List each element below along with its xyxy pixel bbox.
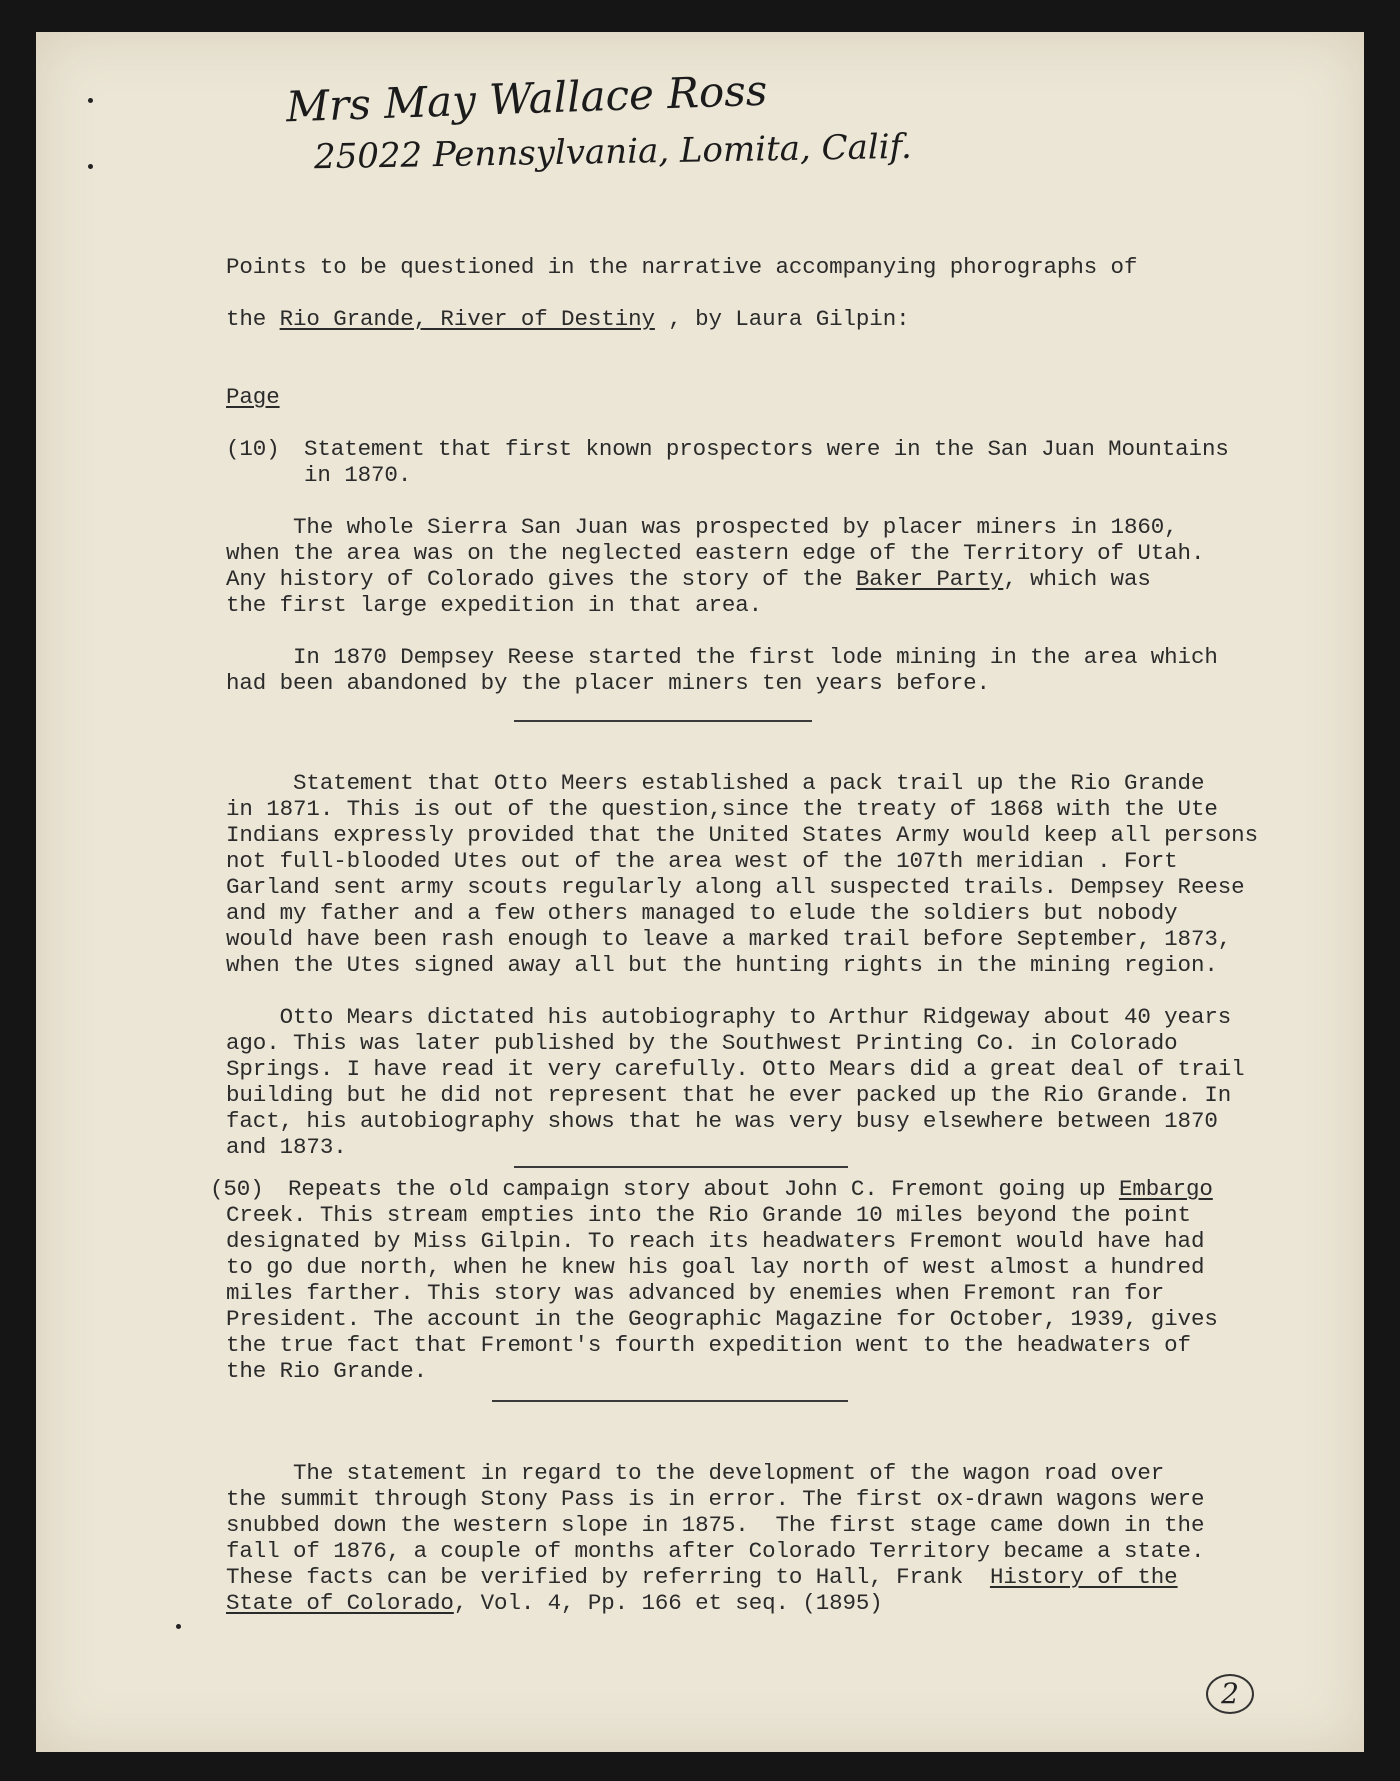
section-divider <box>514 1166 848 1168</box>
paragraph-line: fall of 1876, a couple of months after Colorado Territory became a state. <box>226 1538 1205 1564</box>
paragraph-line: In 1870 Dempsey Reese started the first lode mining in the area which <box>226 644 1218 670</box>
document-page <box>36 32 1364 1752</box>
paragraph-line: Statement that Otto Meers established a pack trail up the Rio Grande <box>226 770 1205 796</box>
paragraph-line: The statement in regard to the development of the wagon road over <box>226 1460 1165 1486</box>
paragraph-line: fact, his autobiography shows that he was very busy elsewhere between 1870 <box>226 1108 1218 1134</box>
paragraph-line: the true fact that Fremont's fourth expedition went to the headwaters of <box>226 1332 1191 1358</box>
paragraph-line: Any history of Colorado gives the story of the Baker Party, which was <box>226 566 1151 592</box>
paragraph-line: Garland sent army scouts regularly along all suspected trails. Dempsey Reese <box>226 874 1245 900</box>
paragraph-line: designated by Miss Gilpin. To reach its headwaters Fremont would have had <box>226 1228 1205 1254</box>
margin-mark <box>176 1624 181 1629</box>
handwritten-name: Mrs May Wallace Ross <box>285 65 769 132</box>
paragraph-line: President. The account in the Geographic Magazine for October, 1939, gives <box>226 1306 1218 1332</box>
paragraph-line: the summit through Stony Pass is in error. The first ox-drawn wagons were <box>226 1486 1205 1512</box>
margin-mark <box>88 98 93 103</box>
paragraph-line: would have been rash enough to leave a marked trail before September, 1873, <box>226 926 1232 952</box>
section-divider <box>492 1400 848 1402</box>
paragraph-line: had been abandoned by the placer miners ten years before. <box>226 670 990 696</box>
paragraph-line: These facts can be verified by referring to Hall, Frank History of the <box>226 1564 1178 1590</box>
paragraph-line: and 1873. <box>226 1134 347 1160</box>
title-line-2: the Rio Grande, River of Destiny , by Laura Gilpin: <box>226 306 910 332</box>
paragraph-line: building but he did not represent that he ever packed up the Rio Grande. In <box>226 1082 1232 1108</box>
book-title: Rio Grande, River of Destiny <box>279 306 655 332</box>
paragraph-line: not full-blooded Utes out of the area west of the 107th meridian . Fort <box>226 848 1178 874</box>
paragraph-line: when the Utes signed away all but the hunting rights in the mining region. <box>226 952 1218 978</box>
section-label-10: (10) <box>226 436 280 462</box>
paragraph-line: when the area was on the neglected eastern edge of the Territory of Utah. <box>226 540 1205 566</box>
paragraph-line: Creek. This stream empties into the Rio Grande 10 miles beyond the point <box>226 1202 1191 1228</box>
margin-mark <box>88 164 93 169</box>
paragraph-line: The whole Sierra San Juan was prospected by placer miners in 1860, <box>226 514 1178 540</box>
paragraph-line: and my father and a few others managed to elude the soldiers but nobody <box>226 900 1178 926</box>
paragraph-line: ago. This was later published by the Southwest Printing Co. in Colorado <box>226 1030 1178 1056</box>
paragraph-line: State of Colorado, Vol. 4, Pp. 166 et seq. (1895) <box>226 1590 883 1616</box>
handwritten-address: 25022 Pennsylvania, Lomita, Calif. <box>313 126 913 178</box>
paragraph-line: the Rio Grande. <box>226 1358 428 1384</box>
statement-line: in 1870. <box>304 462 412 488</box>
statement-line: Statement that first known prospectors were in the San Juan Mountains <box>304 436 1229 462</box>
section-divider <box>514 720 812 722</box>
page-heading: Page <box>226 384 280 410</box>
paragraph-line: miles farther. This story was advanced by enemies when Fremont ran for <box>226 1280 1165 1306</box>
title-line-1: Points to be questioned in the narrative accompanying phorographs of <box>226 254 1138 280</box>
paragraph-line: Springs. I have read it very carefully. Otto Mears did a great deal of trail <box>226 1056 1245 1082</box>
paragraph-line: Otto Mears dictated his autobiography to Arthur Ridgeway about 40 years <box>226 1004 1232 1030</box>
page-number: 2 <box>1206 1674 1254 1714</box>
paragraph-line: in 1871. This is out of the question,since the treaty of 1868 with the Ute <box>226 796 1218 822</box>
section-label-50: (50) <box>210 1176 264 1202</box>
paragraph-line: the first large expedition in that area. <box>226 592 763 618</box>
statement-line: Repeats the old campaign story about John C. Fremont going up Embargo <box>288 1176 1213 1202</box>
paragraph-line: snubbed down the western slope in 1875. The first stage came down in the <box>226 1512 1205 1538</box>
paragraph-line: Indians expressly provided that the United States Army would keep all persons <box>226 822 1258 848</box>
paragraph-line: to go due north, when he knew his goal lay north of west almost a hundred <box>226 1254 1205 1280</box>
